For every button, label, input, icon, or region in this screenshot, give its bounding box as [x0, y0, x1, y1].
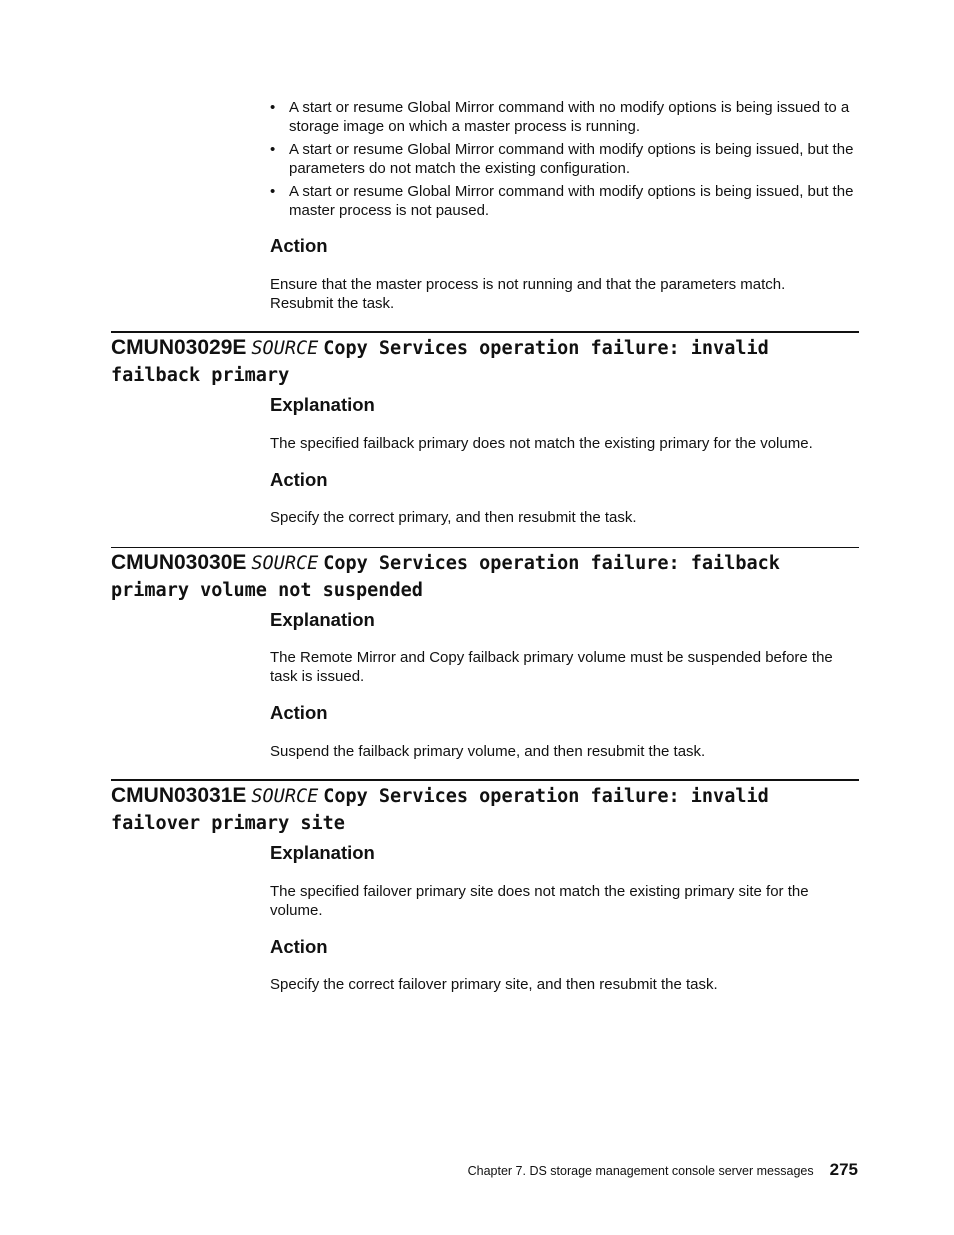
explanation-text: The Remote Mirror and Copy failback primary volume must be suspended before the task is issued.	[270, 649, 833, 685]
message-title: Copy Services operation failure: failback primary volume not suspended	[111, 553, 780, 601]
chapter-title: Chapter 7. DS storage management console server messages	[467, 1164, 814, 1178]
intro-bullet-list	[270, 98, 858, 224]
message-heading	[111, 550, 859, 604]
message-source: SOURCE	[251, 553, 319, 574]
explanation-text: The specified failover primary site does not match the existing primary site for the volume.	[270, 883, 809, 919]
section-divider	[111, 779, 859, 781]
section-divider	[111, 547, 859, 548]
action-heading: Action	[270, 469, 328, 490]
page-number: 275	[829, 1160, 858, 1179]
message-heading	[111, 335, 859, 389]
explanation-heading: Explanation	[270, 394, 375, 415]
message-code: CMUN03029E	[111, 336, 247, 359]
explanation-heading: Explanation	[270, 609, 375, 630]
bullet-text: A start or resume Global Mirror command with modify options is being issued, but the master process is not paused.	[289, 183, 854, 219]
action-heading: Action	[270, 235, 328, 256]
message-heading	[111, 783, 859, 837]
message-source: SOURCE	[251, 338, 319, 359]
action-heading: Action	[270, 936, 328, 957]
action-text: Suspend the failback primary volume, and then resubmit the task.	[270, 743, 706, 760]
section-divider	[111, 331, 859, 333]
message-code: CMUN03030E	[111, 551, 247, 574]
message-code: CMUN03031E	[111, 784, 247, 807]
message-title: Copy Services operation failure: invalid failover primary site	[111, 786, 769, 834]
explanation-text: The specified failback primary does not match the existing primary for the volume.	[270, 435, 813, 452]
bullet-text: A start or resume Global Mirror command with no modify options is being issued to a storage image on which a master process is running.	[289, 99, 850, 135]
action-text: Specify the correct primary, and then resubmit the task.	[270, 509, 637, 526]
action-text: Ensure that the master process is not running and that the parameters match. Resubmit the task.	[270, 276, 786, 312]
bullet-text: A start or resume Global Mirror command with modify options is being issued, but the parameters do not match the existing configuration.	[289, 141, 854, 177]
message-source: SOURCE	[251, 786, 319, 807]
page-footer	[468, 1160, 858, 1180]
message-title: Copy Services operation failure: invalid failback primary	[111, 338, 769, 386]
explanation-heading: Explanation	[270, 842, 375, 863]
action-text: Specify the correct failover primary site, and then resubmit the task.	[270, 976, 718, 993]
list-item: • A start or resume Global Mirror command with modify options is being issued, but the parameters do not match the existing configuration.	[270, 141, 854, 177]
list-item: • A start or resume Global Mirror command with no modify options is being issued to a storage image on which a master process is running.	[270, 99, 850, 135]
list-item: • A start or resume Global Mirror command with modify options is being issued, but the master process is not paused.	[270, 183, 854, 219]
action-heading: Action	[270, 702, 328, 723]
